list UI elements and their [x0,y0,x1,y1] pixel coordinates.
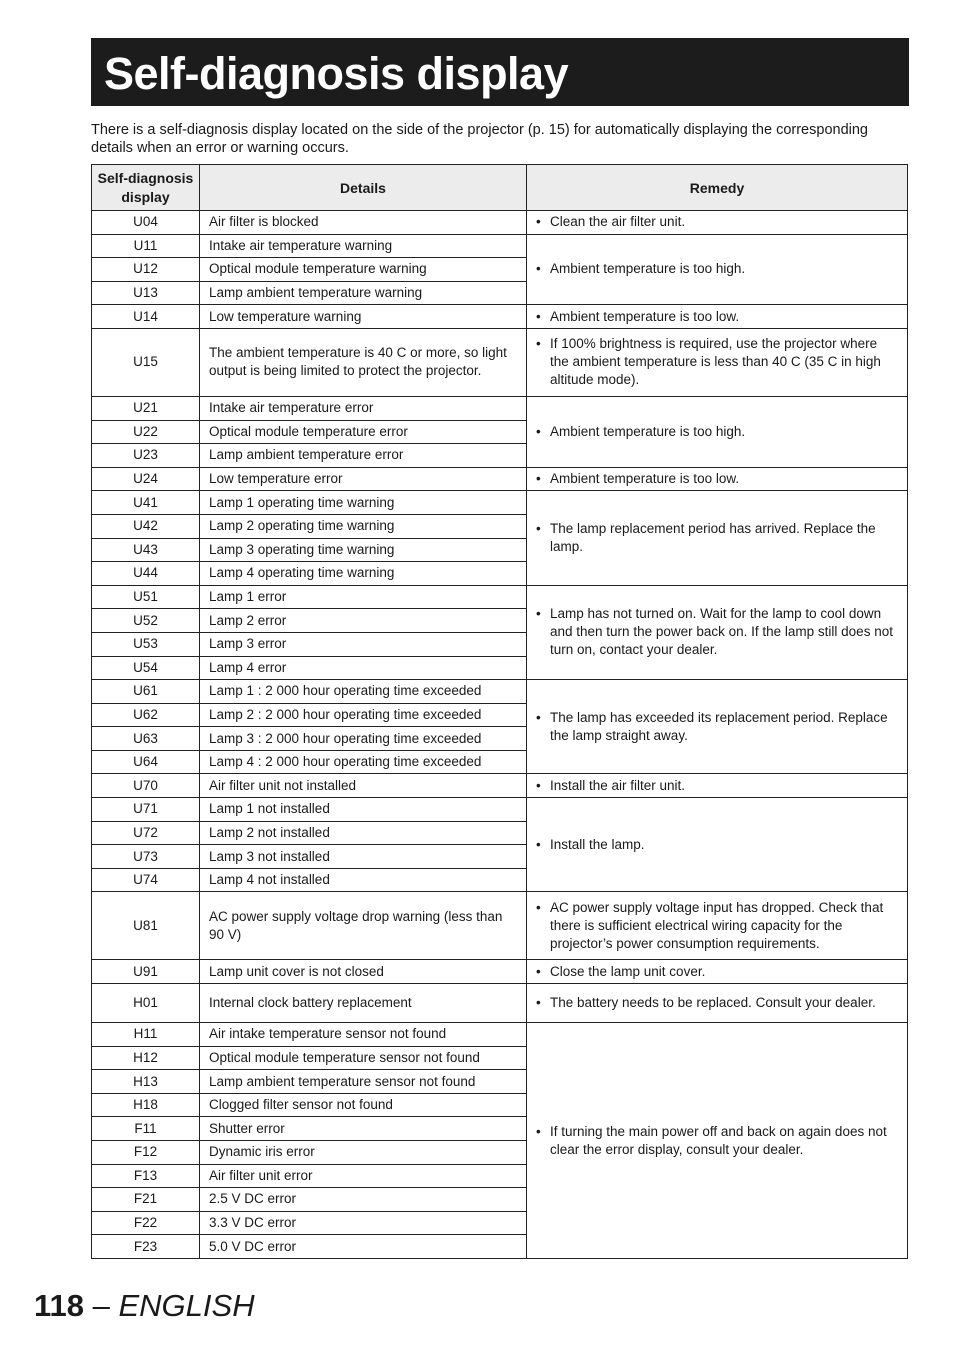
details-cell: Optical module temperature error [200,420,527,444]
footer-language: ENGLISH [118,1288,255,1323]
details-cell: Lamp 4 not installed [200,868,527,892]
code-cell: U74 [92,868,200,892]
remedy-cell [527,680,908,774]
page-number: 118 [34,1288,85,1323]
code-cell: H18 [92,1093,200,1117]
remedy-cell [527,467,908,491]
code-cell: U11 [92,234,200,258]
details-cell: Lamp 2 error [200,609,527,633]
remedy-text: Ambient temperature is too low. [550,308,740,324]
code-cell: U23 [92,444,200,468]
code-cell: U70 [92,774,200,798]
code-cell: U51 [92,585,200,609]
details-cell: Air filter unit error [200,1164,527,1188]
details-cell: Dynamic iris error [200,1141,527,1165]
bullet-marker: • [536,709,541,725]
remedy-cell [527,798,908,892]
table-row [92,305,908,329]
remedy-text: If turning the main power off and back on again does not clear the error display, consult your dealer. [550,1123,887,1157]
remedy-cell [527,491,908,585]
details-cell: 5.0 V DC error [200,1235,527,1259]
table-row [92,774,908,798]
remedy-bullet-item [536,470,898,488]
remedy-cell [527,211,908,235]
intro-paragraph: There is a self-diagnosis display located on the side of the projector (p. 15) for automatically displaying the corresponding details when an error or warning occurs. [91,122,868,156]
remedy-cell [527,328,908,396]
details-cell: Air filter is blocked [200,211,527,235]
code-cell: U41 [92,491,200,515]
header-code: Self-diagnosis display [92,165,200,211]
header-remedy: Remedy [527,165,908,211]
bullet-marker: • [536,521,541,537]
remedy-bullet-item [536,520,898,556]
details-cell: Lamp 3 not installed [200,845,527,869]
table-row [92,328,908,396]
remedy-text: If 100% brightness is required, use the projector where the ambient temperature is less than 40 C (35 C in high altitude mode). [550,336,881,388]
remedy-bullet-item [536,605,898,659]
details-cell: Lamp ambient temperature error [200,444,527,468]
page-footer [34,1288,255,1324]
table-row [92,491,908,515]
remedy-text: Close the lamp unit cover. [550,963,706,979]
table-header-row [92,165,908,211]
remedy-text: The lamp has exceeded its replacement period. Replace the lamp straight away. [550,709,888,743]
details-cell: Lamp 3 operating time warning [200,538,527,562]
code-cell: U91 [92,960,200,984]
code-cell: F21 [92,1188,200,1212]
bullet-marker: • [536,995,541,1011]
self-diagnosis-table [91,164,908,1259]
remedy-bullet-item [536,308,898,326]
details-cell: Lamp 1 operating time warning [200,491,527,515]
code-cell: H13 [92,1070,200,1094]
remedy-bullet-item [536,994,898,1012]
remedy-bullet-item [536,963,898,981]
code-cell: U14 [92,305,200,329]
bullet-marker: • [536,423,541,439]
bullet-marker: • [536,214,541,230]
code-cell: U62 [92,703,200,727]
details-cell: Air intake temperature sensor not found [200,1023,527,1047]
details-cell: The ambient temperature is 40 C or more, so light output is being limited to protect the projector. [200,328,527,396]
code-cell: U12 [92,258,200,282]
remedy-text: Ambient temperature is too high. [550,261,746,277]
remedy-bullet-item [536,423,898,441]
code-cell: U54 [92,656,200,680]
code-cell: U22 [92,420,200,444]
remedy-bullet-item [536,777,898,795]
remedy-cell [527,234,908,305]
details-cell: AC power supply voltage drop warning (less than 90 V) [200,892,527,960]
table-body [92,211,908,1259]
code-cell: U81 [92,892,200,960]
table-row [92,680,908,704]
remedy-bullet-item [536,260,898,278]
code-cell: U61 [92,680,200,704]
details-cell: Lamp 4 : 2 000 hour operating time exceeded [200,750,527,774]
code-cell: U13 [92,281,200,305]
details-cell: Lamp unit cover is not closed [200,960,527,984]
remedy-cell [527,1023,908,1259]
remedy-bullet-item [536,709,898,745]
table-row [92,396,908,420]
code-cell: H01 [92,984,200,1023]
code-cell: U73 [92,845,200,869]
code-cell: U52 [92,609,200,633]
code-cell: U04 [92,211,200,235]
details-cell: Lamp 1 : 2 000 hour operating time exceeded [200,680,527,704]
bullet-marker: • [536,963,541,979]
details-cell: Internal clock battery replacement [200,984,527,1023]
table-row [92,585,908,609]
remedy-text: Clean the air filter unit. [550,214,686,230]
code-cell: H11 [92,1023,200,1047]
table-row [92,892,908,960]
table-row [92,467,908,491]
code-cell: U24 [92,467,200,491]
code-cell: F11 [92,1117,200,1141]
details-cell: 2.5 V DC error [200,1188,527,1212]
remedy-text: Install the air filter unit. [550,777,686,793]
details-cell: Low temperature warning [200,305,527,329]
bullet-marker: • [536,777,541,793]
details-cell: Lamp 2 operating time warning [200,514,527,538]
details-cell: 3.3 V DC error [200,1211,527,1235]
details-cell: Air filter unit not installed [200,774,527,798]
remedy-cell [527,774,908,798]
table-row [92,984,908,1023]
remedy-text: Lamp has not turned on. Wait for the lamp to cool down and then turn the power back on. If the lamp still does not turn on, contact your dealer. [550,606,893,658]
details-cell: Shutter error [200,1117,527,1141]
remedy-text: Ambient temperature is too high. [550,423,746,439]
details-cell: Low temperature error [200,467,527,491]
remedy-bullet-item [536,1123,898,1159]
details-cell: Lamp ambient temperature warning [200,281,527,305]
remedy-cell [527,892,908,960]
code-cell: F22 [92,1211,200,1235]
bullet-marker: • [536,471,541,487]
code-cell: U21 [92,396,200,420]
details-cell: Optical module temperature warning [200,258,527,282]
remedy-text: Install the lamp. [550,836,645,852]
details-cell: Optical module temperature sensor not found [200,1046,527,1070]
table-row [92,211,908,235]
remedy-bullet-item [536,335,898,389]
page-title: Self-diagnosis display [104,48,569,99]
details-cell: Lamp 3 : 2 000 hour operating time exceeded [200,727,527,751]
details-cell: Lamp 3 error [200,632,527,656]
details-cell: Intake air temperature error [200,396,527,420]
details-cell: Clogged filter sensor not found [200,1093,527,1117]
remedy-text: The lamp replacement period has arrived. Replace the lamp. [550,521,876,555]
code-cell: U44 [92,562,200,586]
code-cell: U42 [92,514,200,538]
bullet-marker: • [536,308,541,324]
code-cell: U71 [92,798,200,822]
remedy-bullet-item [536,836,898,854]
code-cell: U53 [92,632,200,656]
code-cell: U64 [92,750,200,774]
remedy-cell [527,585,908,679]
remedy-bullet-item [536,899,898,953]
remedy-cell [527,960,908,984]
details-cell: Intake air temperature warning [200,234,527,258]
details-cell: Lamp 2 : 2 000 hour operating time exceeded [200,703,527,727]
details-cell: Lamp ambient temperature sensor not found [200,1070,527,1094]
bullet-marker: • [536,1123,541,1139]
code-cell: F23 [92,1235,200,1259]
code-cell: U63 [92,727,200,751]
details-cell: Lamp 1 not installed [200,798,527,822]
footer-separator: – [84,1288,119,1323]
code-cell: U72 [92,821,200,845]
remedy-cell [527,396,908,467]
bullet-marker: • [536,606,541,622]
remedy-bullet-item [536,213,898,231]
code-cell: U43 [92,538,200,562]
code-cell: F13 [92,1164,200,1188]
remedy-text: Ambient temperature is too low. [550,471,740,487]
code-cell: F12 [92,1141,200,1165]
title-bar [91,38,909,106]
details-cell: Lamp 4 error [200,656,527,680]
details-cell: Lamp 2 not installed [200,821,527,845]
table-row [92,234,908,258]
remedy-text: AC power supply voltage input has dropped. Check that there is sufficient electrical wiring capacity for the projector’s power consumption requirements. [550,899,884,951]
table-row [92,960,908,984]
bullet-marker: • [536,261,541,277]
table-row [92,798,908,822]
details-cell: Lamp 1 error [200,585,527,609]
bullet-marker: • [536,336,541,352]
remedy-cell [527,984,908,1023]
bullet-marker: • [536,836,541,852]
details-cell: Lamp 4 operating time warning [200,562,527,586]
code-cell: H12 [92,1046,200,1070]
code-cell: U15 [92,328,200,396]
header-details: Details [200,165,527,211]
bullet-marker: • [536,899,541,915]
table-row [92,1023,908,1047]
remedy-cell [527,305,908,329]
remedy-text: The battery needs to be replaced. Consult your dealer. [550,995,876,1011]
